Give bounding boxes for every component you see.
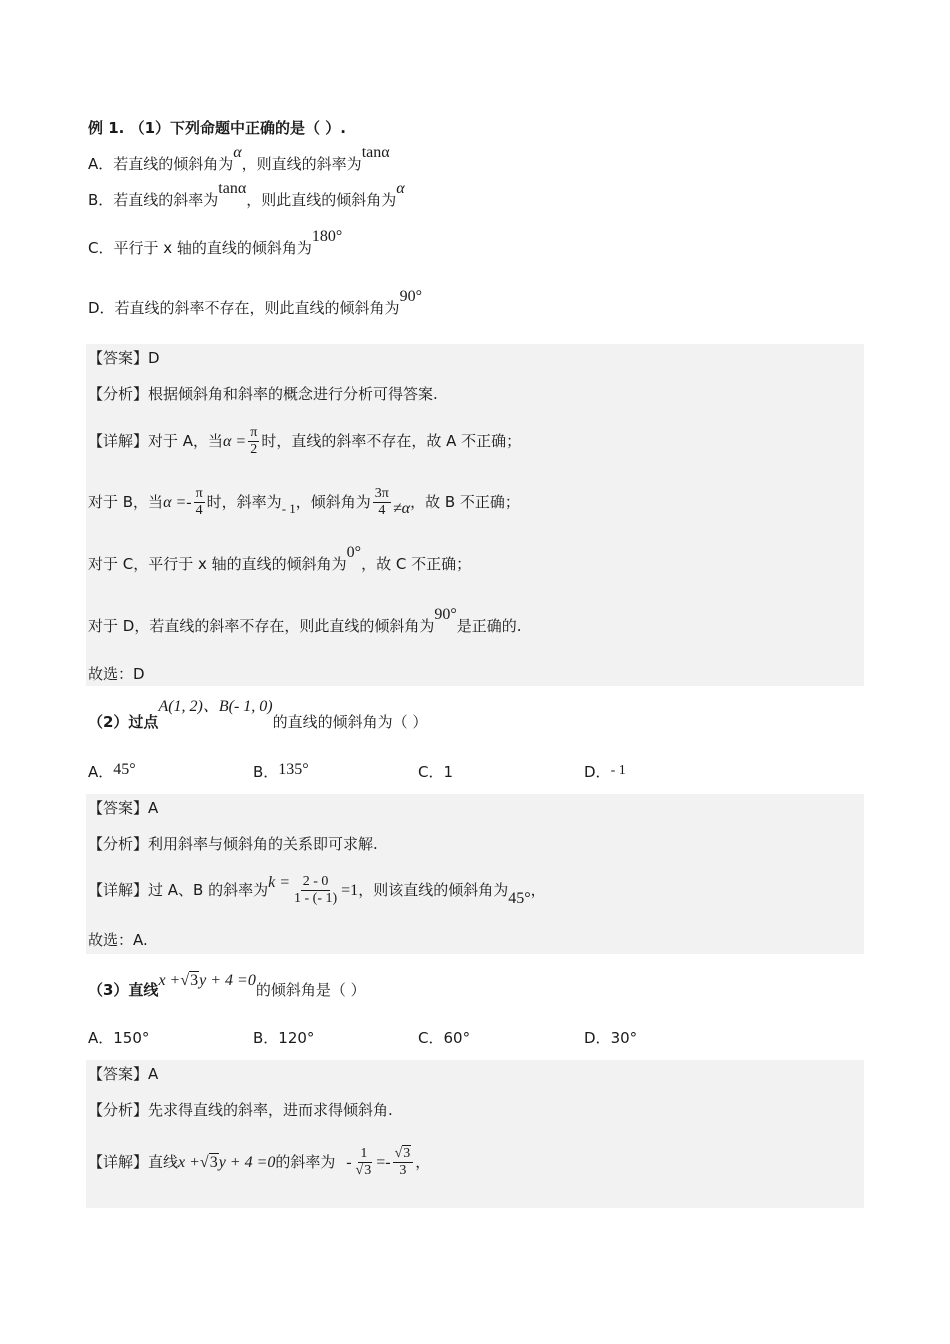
choice-label: B． [253,763,279,781]
choice-value: 1 [443,763,454,781]
option-text: A．若直线的倾斜角为 [88,155,234,173]
math-tan-alpha: tanα [218,180,247,197]
math-alpha: α [233,144,242,161]
numerator: 1 [360,1146,368,1161]
numerator [393,1146,414,1163]
math-points: A(1, 2)、B(- 1, 0) [158,698,273,715]
detail-text: 【详解】直线 [88,1153,179,1171]
eq-part: y + 4 =0 [218,1154,276,1171]
q1-conclusion: 故选：D [88,665,145,683]
q3-choice-b [253,1028,314,1048]
detail-text: ，故 B 不正确； [410,493,520,511]
q2-prompt [88,698,428,733]
detail-text: 是正确的. [456,617,522,635]
q2-answer: 【答案】A [88,799,159,817]
choice-label: A． [88,1029,114,1047]
q2-choice-b [253,762,309,783]
choice-value: - 1 [610,763,626,778]
math-eq: α =- [163,494,192,511]
q1-detail-a [88,422,521,461]
q2-conclusion: 故选：A. [88,931,148,949]
fraction [248,425,259,458]
q1-detail-d [88,606,522,637]
q2-number: （2）过点 [88,713,159,731]
q3-analysis: 【分析】先求得直线的斜率，进而求得倾斜角. [88,1101,393,1119]
math-90: 90° [399,288,422,305]
math-eq-one: =1 [341,882,359,899]
q3-choice-c [418,1028,470,1048]
sqrt-symbol: √ [180,972,190,989]
math-tan-alpha: tanα [361,144,390,161]
choice-value: 60° [443,1029,471,1047]
q3-solution-block [86,1060,864,1208]
fraction [373,486,391,519]
detail-text: 时，斜率为 [206,493,282,511]
radicand: 3 [403,1146,411,1161]
q1-option-c [88,228,343,259]
option-text: ，则此直线的倾斜角为 [246,191,397,209]
q1-answer: 【答案】D [88,349,160,367]
fraction [194,486,205,519]
q3-answer: 【答案】A [88,1065,159,1083]
fraction [292,874,339,907]
choice-label: D． [584,763,611,781]
q3-detail [88,1140,430,1185]
fraction [354,1146,375,1179]
q1-prompt: 例 1. （1）下列命题中正确的是（ ）. [88,119,346,137]
math-minus: - [346,1154,352,1171]
sqrt-symbol: √ [355,1163,364,1178]
denominator: 4 [378,503,386,518]
math-eq-neg: =- [376,1154,391,1171]
numerator: π [250,425,258,440]
sqrt-symbol: √ [199,1154,209,1171]
option-text: C．平行于 x 轴的直线的倾斜角为 [88,239,312,257]
math-neg-one: - 1 [281,501,296,516]
choice-value: 150° [113,1029,150,1047]
choice-label: C． [418,1029,444,1047]
math-alpha: α [396,180,405,197]
detail-text: ， [530,881,546,899]
q3-text: 的倾斜角是（ ） [255,981,366,999]
math-180: 180° [311,228,343,245]
q3-prompt [88,972,366,1001]
math-90-degree: 90° [434,606,457,623]
q1-detail-c [88,544,472,575]
numerator: 2 - 0 [302,874,329,889]
denominator: 4 [195,503,203,518]
math-not-equal-alpha: ≠α [392,500,411,517]
math-eq: α = [223,433,247,450]
q1-analysis: 【分析】根据倾斜角和斜率的概念进行分析可得答案. [88,385,438,403]
option-text: B．若直线的斜率为 [88,191,219,209]
choice-value: 45° [113,761,136,778]
choice-value: 135° [278,761,309,778]
q2-choice-a [88,762,136,783]
choice-label: C． [418,763,444,781]
fraction [393,1146,414,1179]
choice-value: 120° [278,1029,315,1047]
radicand: 3 [209,1154,218,1171]
radicand: 3 [190,972,199,989]
detail-text: ，倾斜角为 [295,493,371,511]
option-text: D．若直线的斜率不存在，则此直线的倾斜角为 [88,299,400,317]
detail-text: ，则该直线的倾斜角为 [358,881,509,899]
detail-text: 对于 D，若直线的斜率不存在，则此直线的倾斜角为 [88,617,435,635]
detail-text: 时，直线的斜率不存在，故 A 不正确； [261,432,522,450]
q1-detail-b [88,482,520,523]
q1-option-d [88,288,422,319]
eq-part: y + 4 =0 [199,972,256,989]
choice-label: B． [253,1029,279,1047]
option-text: ，则直线的斜率为 [241,155,362,173]
denominator [354,1163,375,1179]
choice-label: A． [88,763,114,781]
choice-value: 30° [610,1029,638,1047]
q1-option-b [88,180,405,211]
detail-text: 的斜率为 [275,1153,336,1171]
detail-text: 对于 C，平行于 x 轴的直线的倾斜角为 [88,555,347,573]
eq-part: x + [158,972,181,989]
math-k: k = [268,874,290,891]
choice-label: D． [584,1029,611,1047]
sqrt-symbol: √ [394,1146,403,1161]
denominator: 3 [399,1163,407,1178]
math-zero-degree: 0° [346,544,362,561]
radicand: 3 [364,1163,372,1178]
q2-text: 的直线的倾斜角为（ ） [272,713,428,731]
detail-text: ，故 C 不正确； [361,555,472,573]
numerator: π [195,486,203,501]
detail-text: ， [415,1153,431,1171]
q1-option-a [88,144,390,175]
detail-text: 【详解】对于 A，当 [88,432,224,450]
numerator: 3π [374,486,389,501]
q2-analysis: 【分析】利用斜率与倾斜角的关系即可求解. [88,835,378,853]
math-45-degree: 45° [508,890,531,907]
q3-choice-d [584,1028,637,1048]
detail-text: 对于 B，当 [88,493,164,511]
q3-number: （3）直线 [88,981,159,999]
q2-detail [88,870,546,911]
denominator: 2 [250,442,258,457]
eq-part: x + [178,1154,200,1171]
math-line-eq [158,972,255,989]
q2-choice-c [418,762,453,782]
q2-choice-d [584,762,626,784]
q3-choice-a [88,1028,149,1048]
math-line-eq [178,1153,275,1171]
denominator: 1 - (- 1) [294,891,338,906]
detail-text: 【详解】过 A、B 的斜率为 [88,881,269,899]
